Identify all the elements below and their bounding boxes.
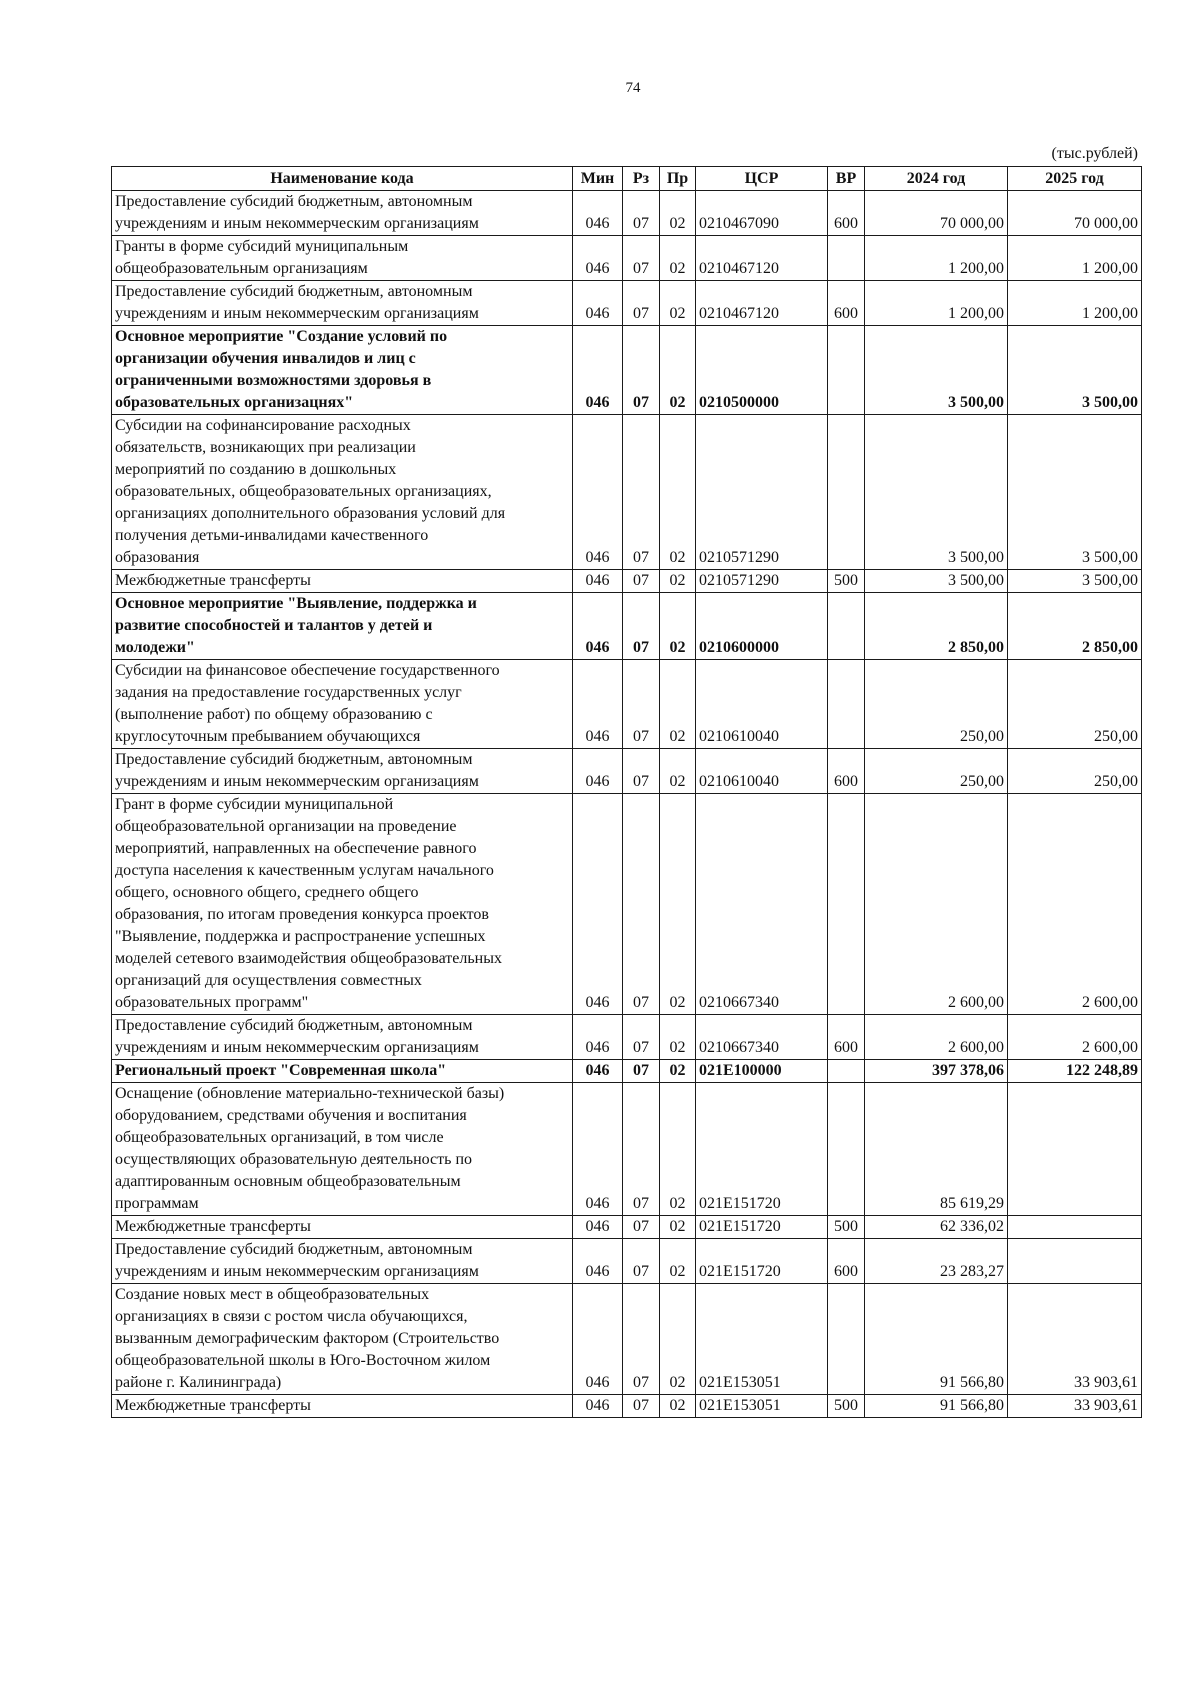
table-row [112,1216,1142,1239]
pr-cell: 02 [660,1284,696,1395]
amount-2024-cell: 2 600,00 [865,1015,1008,1060]
name-cell: Создание новых мест в общеобразовательных организациях в связи с ростом числа обучающихся, вызванным демографическим фактором (Строительство общеобразовательной школы в Юго-Восточном жилом районе г. Калининграда) [112,1284,573,1395]
vr-cell: 500 [828,1395,865,1418]
amount-2024-cell: 3 500,00 [865,415,1008,570]
table-row [112,794,1142,1015]
amount-2025-cell: 250,00 [1008,660,1142,749]
min-cell: 046 [573,415,623,570]
pr-cell: 02 [660,1395,696,1418]
csr-cell: 021E151720 [696,1216,828,1239]
name-cell: Субсидии на софинансирование расходных обязательств, возникающих при реализации мероприятий по созданию в дошкольных образовательных, общеобразовательных организациях, организациях дополнительного образования условий для получения детьми-инвалидами качественного образования [112,415,573,570]
pr-cell: 02 [660,1060,696,1083]
rz-cell: 07 [623,570,660,593]
amount-2025-cell [1008,1083,1142,1216]
name-cell: Межбюджетные трансферты [112,1395,573,1418]
amount-2025-cell: 3 500,00 [1008,326,1142,415]
rz-cell: 07 [623,1395,660,1418]
csr-cell: 0210667340 [696,794,828,1015]
csr-cell: 0210467090 [696,191,828,236]
header-pr: Пр [660,167,696,191]
amount-2024-cell: 250,00 [865,660,1008,749]
name-cell: Межбюджетные трансферты [112,1216,573,1239]
name-cell: Предоставление субсидий бюджетным, автономным учреждениям и иным некоммерческим организациям [112,1239,573,1284]
rz-cell: 07 [623,1083,660,1216]
pr-cell: 02 [660,570,696,593]
csr-cell: 021E153051 [696,1284,828,1395]
header-vr: ВР [828,167,865,191]
amount-2025-cell: 250,00 [1008,749,1142,794]
rz-cell: 07 [623,660,660,749]
pr-cell: 02 [660,1083,696,1216]
amount-2025-cell [1008,1216,1142,1239]
min-cell: 046 [573,570,623,593]
amount-2025-cell [1008,1239,1142,1284]
units-label: (тыс.рублей) [1051,145,1138,162]
csr-cell: 021E153051 [696,1395,828,1418]
pr-cell: 02 [660,1015,696,1060]
pr-cell: 02 [660,236,696,281]
table-row [112,593,1142,660]
header-name: Наименование кода [112,167,573,191]
budget-table [111,166,1142,1418]
vr-cell [828,236,865,281]
name-cell: Грант в форме субсидии муниципальной общеобразовательной организации на проведение мероприятий, направленных на обеспечение равного доступа населения к качественным услугам начального общего, основного общего, среднего общего образования, по итогам проведения конкурса проектов "Выявление, поддержка и распространение успешных моделей сетевого взаимодействия общеобразовательных организаций для осуществления совместных образовательных программ" [112,794,573,1015]
amount-2024-cell: 91 566,80 [865,1284,1008,1395]
min-cell: 046 [573,1083,623,1216]
amount-2025-cell: 1 200,00 [1008,281,1142,326]
table-row [112,1060,1142,1083]
vr-cell [828,1083,865,1216]
rz-cell: 07 [623,326,660,415]
amount-2025-cell: 70 000,00 [1008,191,1142,236]
table-row [112,1083,1142,1216]
amount-2025-cell: 1 200,00 [1008,236,1142,281]
amount-2024-cell: 91 566,80 [865,1395,1008,1418]
min-cell: 046 [573,326,623,415]
header-min: Мин [573,167,623,191]
rz-cell: 07 [623,593,660,660]
min-cell: 046 [573,281,623,326]
table-row [112,1015,1142,1060]
vr-cell: 500 [828,1216,865,1239]
pr-cell: 02 [660,1216,696,1239]
table-row [112,1395,1142,1418]
name-cell: Основное мероприятие "Создание условий по организации обучения инвалидов и лиц с ограниченными возможностями здоровья в образовательных организацнях" [112,326,573,415]
rz-cell: 07 [623,1239,660,1284]
header-csr: ЦСР [696,167,828,191]
csr-cell: 0210467120 [696,236,828,281]
vr-cell [828,415,865,570]
rz-cell: 07 [623,794,660,1015]
csr-cell: 0210571290 [696,570,828,593]
min-cell: 046 [573,1239,623,1284]
amount-2025-cell: 2 600,00 [1008,794,1142,1015]
csr-cell: 0210467120 [696,281,828,326]
vr-cell: 600 [828,191,865,236]
rz-cell: 07 [623,415,660,570]
table-row [112,236,1142,281]
header-2025: 2025 год [1008,167,1142,191]
amount-2024-cell: 85 619,29 [865,1083,1008,1216]
pr-cell: 02 [660,191,696,236]
amount-2025-cell: 3 500,00 [1008,415,1142,570]
name-cell: Гранты в форме субсидий муниципальным общеобразовательным организациям [112,236,573,281]
name-cell: Предоставление субсидий бюджетным, автономным учреждениям и иным некоммерческим организациям [112,749,573,794]
vr-cell: 600 [828,281,865,326]
page-number: 74 [625,80,641,96]
table-row [112,281,1142,326]
amount-2024-cell: 2 850,00 [865,593,1008,660]
csr-cell: 021E151720 [696,1239,828,1284]
name-cell: Оснащение (обновление материально-технической базы) оборудованием, средствами обучения и воспитания общеобразовательных организаций, в том числе осуществляющих образовательную деятельность по адаптированным основным общеобразовательным программам [112,1083,573,1216]
csr-cell: 0210667340 [696,1015,828,1060]
vr-cell: 500 [828,570,865,593]
name-cell: Межбюджетные трансферты [112,570,573,593]
amount-2025-cell: 2 600,00 [1008,1015,1142,1060]
vr-cell [828,794,865,1015]
amount-2024-cell: 397 378,06 [865,1060,1008,1083]
header-rz: Рз [623,167,660,191]
name-cell: Предоставление субсидий бюджетным, автономным учреждениям и иным некоммерческим организациям [112,281,573,326]
name-cell: Предоставление субсидий бюджетным, автономным учреждениям и иным некоммерческим организациям [112,191,573,236]
csr-cell: 021E151720 [696,1083,828,1216]
csr-cell: 0210571290 [696,415,828,570]
rz-cell: 07 [623,191,660,236]
vr-cell [828,1284,865,1395]
pr-cell: 02 [660,281,696,326]
pr-cell: 02 [660,749,696,794]
table-row [112,570,1142,593]
min-cell: 046 [573,191,623,236]
min-cell: 046 [573,593,623,660]
amount-2024-cell: 62 336,02 [865,1216,1008,1239]
min-cell: 046 [573,794,623,1015]
vr-cell: 600 [828,749,865,794]
table-row [112,326,1142,415]
amount-2024-cell: 23 283,27 [865,1239,1008,1284]
min-cell: 046 [573,660,623,749]
table-row [112,749,1142,794]
min-cell: 046 [573,1395,623,1418]
table-row [112,1284,1142,1395]
pr-cell: 02 [660,326,696,415]
name-cell: Региональный проект "Современная школа" [112,1060,573,1083]
amount-2024-cell: 70 000,00 [865,191,1008,236]
amount-2025-cell: 3 500,00 [1008,570,1142,593]
header-2024: 2024 год [865,167,1008,191]
amount-2025-cell: 122 248,89 [1008,1060,1142,1083]
vr-cell [828,593,865,660]
amount-2024-cell: 250,00 [865,749,1008,794]
min-cell: 046 [573,1216,623,1239]
amount-2024-cell: 2 600,00 [865,794,1008,1015]
rz-cell: 07 [623,749,660,794]
pr-cell: 02 [660,415,696,570]
table-row [112,1239,1142,1284]
csr-cell: 0210610040 [696,660,828,749]
table-header-row [112,167,1142,191]
csr-cell: 0210610040 [696,749,828,794]
amount-2025-cell: 33 903,61 [1008,1284,1142,1395]
amount-2024-cell: 1 200,00 [865,281,1008,326]
amount-2025-cell: 2 850,00 [1008,593,1142,660]
min-cell: 046 [573,1284,623,1395]
amount-2025-cell: 33 903,61 [1008,1395,1142,1418]
name-cell: Субсидии на финансовое обеспечение государственного задания на предоставление государственных услуг (выполнение работ) по общему образованию с круглосуточным пребыванием обучающихся [112,660,573,749]
pr-cell: 02 [660,593,696,660]
table-body [112,191,1142,1418]
amount-2024-cell: 3 500,00 [865,326,1008,415]
name-cell: Основное мероприятие "Выявление, поддержка и развитие способностей и талантов у детей и молодежи" [112,593,573,660]
vr-cell: 600 [828,1239,865,1284]
rz-cell: 07 [623,281,660,326]
pr-cell: 02 [660,794,696,1015]
amount-2024-cell: 1 200,00 [865,236,1008,281]
min-cell: 046 [573,1060,623,1083]
vr-cell [828,326,865,415]
rz-cell: 07 [623,1060,660,1083]
vr-cell [828,660,865,749]
min-cell: 046 [573,749,623,794]
name-cell: Предоставление субсидий бюджетным, автономным учреждениям и иным некоммерческим организациям [112,1015,573,1060]
table-row [112,415,1142,570]
min-cell: 046 [573,236,623,281]
vr-cell: 600 [828,1015,865,1060]
min-cell: 046 [573,1015,623,1060]
vr-cell [828,1060,865,1083]
csr-cell: 0210500000 [696,326,828,415]
rz-cell: 07 [623,1015,660,1060]
rz-cell: 07 [623,1216,660,1239]
rz-cell: 07 [623,236,660,281]
csr-cell: 021E100000 [696,1060,828,1083]
amount-2024-cell: 3 500,00 [865,570,1008,593]
pr-cell: 02 [660,1239,696,1284]
pr-cell: 02 [660,660,696,749]
table-row [112,660,1142,749]
rz-cell: 07 [623,1284,660,1395]
table-row [112,191,1142,236]
csr-cell: 0210600000 [696,593,828,660]
